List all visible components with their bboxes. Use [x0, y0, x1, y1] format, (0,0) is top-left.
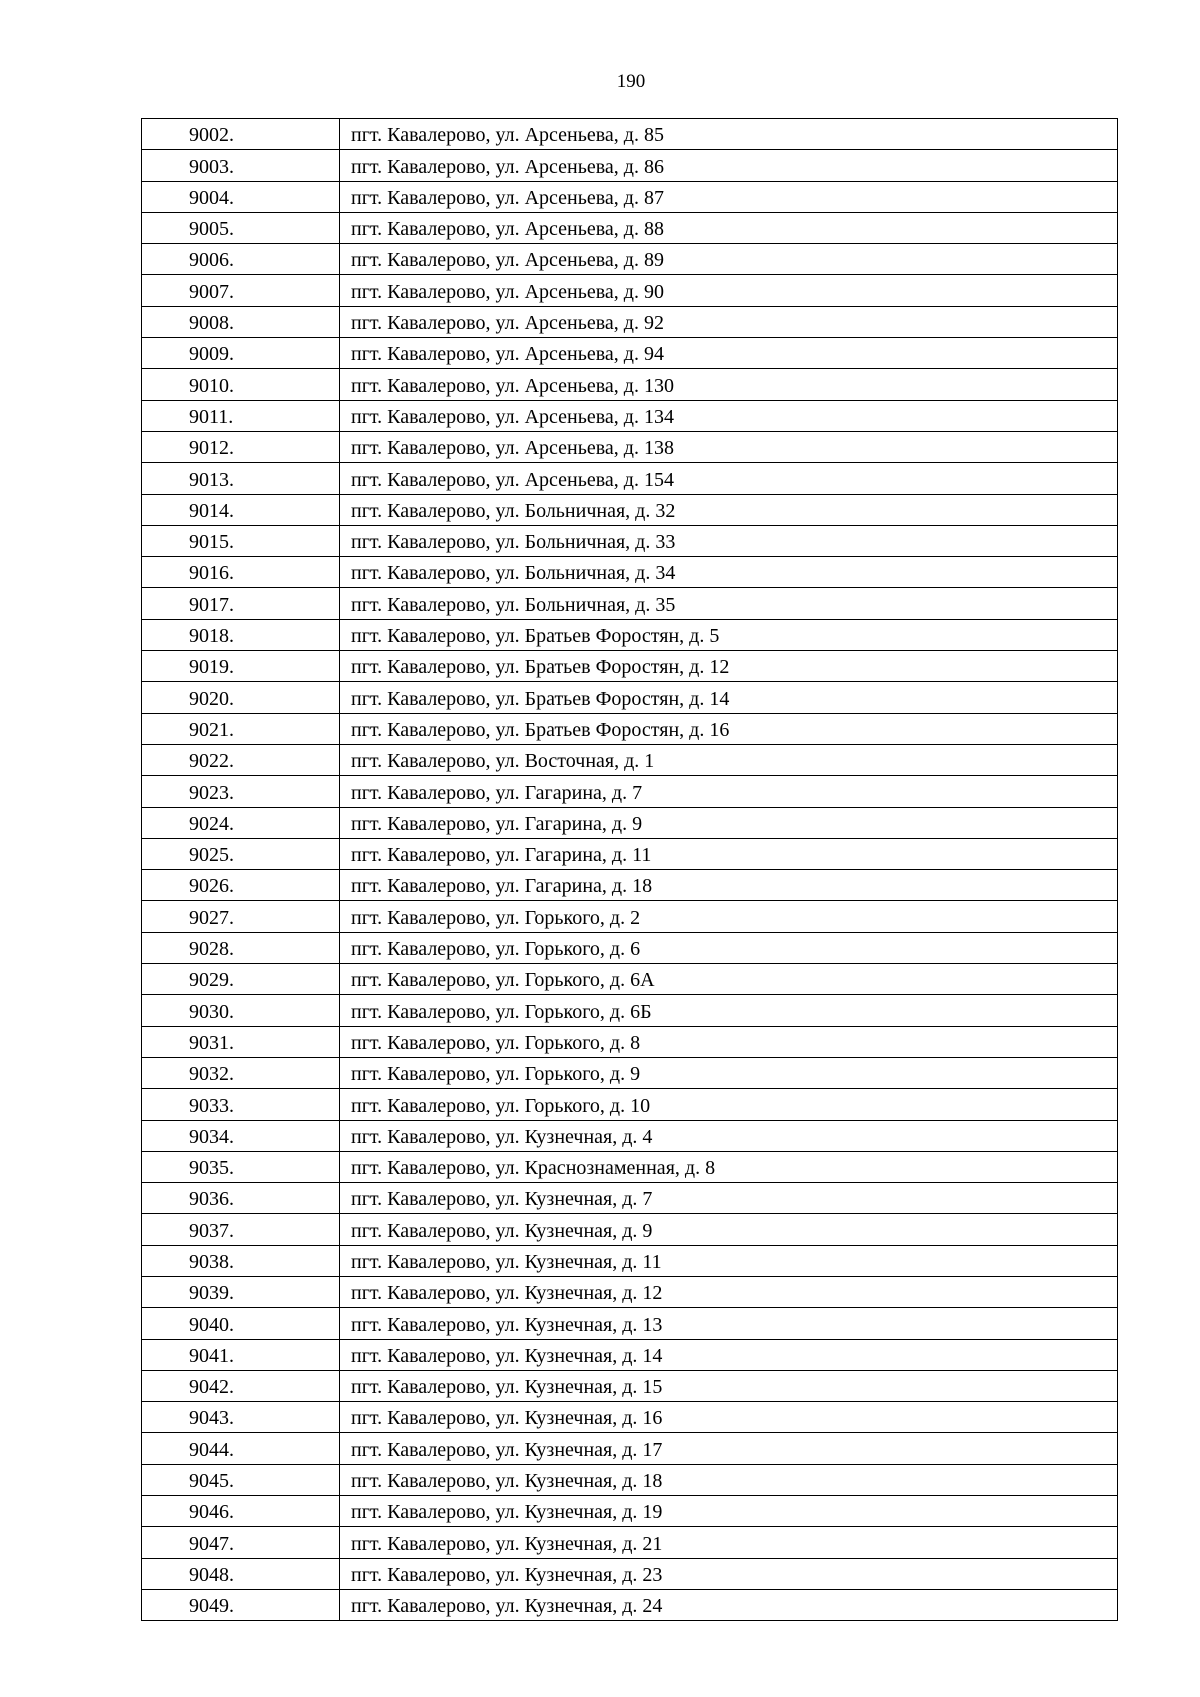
address-cell: [340, 1402, 1118, 1433]
address-cell: [340, 181, 1118, 212]
address-cell: [340, 1370, 1118, 1401]
address-text: пгт. Кавалерово, ул. Кузнечная, д. 23: [351, 1563, 663, 1586]
address-cell: [340, 1089, 1118, 1120]
table-row: [142, 1183, 1118, 1214]
row-number-cell: [142, 1433, 340, 1464]
row-number: 9038.: [189, 1250, 234, 1273]
address-cell: [340, 338, 1118, 369]
address-text: пгт. Кавалерово, ул. Братьев Форостян, д. 12: [351, 656, 730, 679]
row-number-cell: [142, 400, 340, 431]
row-number: 9041.: [189, 1344, 234, 1367]
row-number: 9008.: [189, 312, 234, 335]
address-cell: [340, 119, 1118, 150]
table-row: [142, 619, 1118, 650]
row-number-cell: [142, 964, 340, 995]
row-number: 9032.: [189, 1063, 234, 1086]
row-number: 9040.: [189, 1313, 234, 1336]
address-cell: [340, 1026, 1118, 1057]
address-text: пгт. Кавалерово, ул. Арсеньева, д. 154: [351, 468, 674, 491]
address-text: пгт. Кавалерово, ул. Арсеньева, д. 138: [351, 437, 674, 460]
row-number: 9018.: [189, 625, 234, 648]
row-number-cell: [142, 901, 340, 932]
row-number-cell: [142, 1464, 340, 1495]
row-number-cell: [142, 150, 340, 181]
row-number: 9035.: [189, 1157, 234, 1180]
address-cell: [340, 1558, 1118, 1589]
address-text: пгт. Кавалерово, ул. Кузнечная, д. 15: [351, 1376, 663, 1399]
address-cell: [340, 1527, 1118, 1558]
address-text: пгт. Кавалерово, ул. Кузнечная, д. 18: [351, 1470, 663, 1493]
address-cell: [340, 682, 1118, 713]
address-text: пгт. Кавалерово, ул. Горького, д. 2: [351, 906, 641, 929]
table-row: [142, 838, 1118, 869]
address-cell: [340, 619, 1118, 650]
address-text: пгт. Кавалерово, ул. Арсеньева, д. 130: [351, 374, 674, 397]
address-cell: [340, 1339, 1118, 1370]
address-text: пгт. Кавалерово, ул. Арсеньева, д. 86: [351, 155, 664, 178]
address-text: пгт. Кавалерово, ул. Кузнечная, д. 17: [351, 1438, 663, 1461]
address-cell: [340, 744, 1118, 775]
table-row: [142, 431, 1118, 462]
row-number: 9028.: [189, 938, 234, 961]
row-number-cell: [142, 1370, 340, 1401]
row-number: 9004.: [189, 186, 234, 209]
address-text: пгт. Кавалерово, ул. Гагарина, д. 9: [351, 812, 643, 835]
table-row: [142, 150, 1118, 181]
table-row: [142, 212, 1118, 243]
address-cell: [340, 306, 1118, 337]
row-number-cell: [142, 463, 340, 494]
table-row: [142, 1527, 1118, 1558]
row-number-cell: [142, 713, 340, 744]
row-number-cell: [142, 1589, 340, 1620]
row-number: 9016.: [189, 562, 234, 585]
table-row: [142, 525, 1118, 556]
address-cell: [340, 494, 1118, 525]
row-number-cell: [142, 1089, 340, 1120]
address-text: пгт. Кавалерово, ул. Арсеньева, д. 134: [351, 405, 674, 428]
row-number: 9029.: [189, 969, 234, 992]
row-number-cell: [142, 682, 340, 713]
row-number: 9030.: [189, 1000, 234, 1023]
row-number-cell: [142, 1214, 340, 1245]
address-table: [141, 118, 1118, 1621]
address-text: пгт. Кавалерово, ул. Братьев Форостян, д. 5: [351, 625, 720, 648]
table-row: [142, 369, 1118, 400]
row-number-cell: [142, 932, 340, 963]
row-number: 9037.: [189, 1219, 234, 1242]
address-cell: [340, 1120, 1118, 1151]
row-number-cell: [142, 1308, 340, 1339]
row-number: 9023.: [189, 781, 234, 804]
row-number: 9011.: [189, 405, 234, 428]
address-text: пгт. Кавалерово, ул. Кузнечная, д. 24: [351, 1595, 663, 1618]
address-cell: [340, 1433, 1118, 1464]
row-number: 9047.: [189, 1532, 234, 1555]
row-number: 9026.: [189, 875, 234, 898]
address-text: пгт. Кавалерово, ул. Кузнечная, д. 13: [351, 1313, 663, 1336]
row-number-cell: [142, 338, 340, 369]
table-row: [142, 181, 1118, 212]
row-number: 9007.: [189, 280, 234, 303]
table-row: [142, 870, 1118, 901]
row-number-cell: [142, 306, 340, 337]
row-number: 9013.: [189, 468, 234, 491]
row-number: 9025.: [189, 844, 234, 867]
address-text: пгт. Кавалерово, ул. Горького, д. 6Б: [351, 1000, 652, 1023]
address-text: пгт. Кавалерово, ул. Кузнечная, д. 9: [351, 1219, 653, 1242]
row-number-cell: [142, 1245, 340, 1276]
address-text: пгт. Кавалерово, ул. Арсеньева, д. 90: [351, 280, 664, 303]
row-number-cell: [142, 244, 340, 275]
address-cell: [340, 1214, 1118, 1245]
address-cell: [340, 1276, 1118, 1307]
table-row: [142, 1558, 1118, 1589]
row-number: 9044.: [189, 1438, 234, 1461]
address-cell: [340, 713, 1118, 744]
row-number: 9024.: [189, 812, 234, 835]
table-row: [142, 1370, 1118, 1401]
row-number: 9036.: [189, 1188, 234, 1211]
address-text: пгт. Кавалерово, ул. Братьев Форостян, д. 16: [351, 718, 730, 741]
row-number: 9046.: [189, 1501, 234, 1524]
table-row: [142, 1057, 1118, 1088]
row-number: 9048.: [189, 1563, 234, 1586]
row-number: 9022.: [189, 750, 234, 773]
address-text: пгт. Кавалерово, ул. Кузнечная, д. 4: [351, 1125, 653, 1148]
address-cell: [340, 1151, 1118, 1182]
row-number-cell: [142, 1151, 340, 1182]
table-row: [142, 119, 1118, 150]
table-row: [142, 744, 1118, 775]
row-number: 9027.: [189, 906, 234, 929]
table-row: [142, 995, 1118, 1026]
address-text: пгт. Кавалерово, ул. Горького, д. 6А: [351, 969, 655, 992]
row-number: 9034.: [189, 1125, 234, 1148]
address-cell: [340, 244, 1118, 275]
address-text: пгт. Кавалерово, ул. Краснознаменная, д. 8: [351, 1157, 716, 1180]
row-number: 9049.: [189, 1595, 234, 1618]
row-number: 9017.: [189, 593, 234, 616]
address-text: пгт. Кавалерово, ул. Восточная, д. 1: [351, 750, 655, 773]
address-cell: [340, 1589, 1118, 1620]
table-row: [142, 306, 1118, 337]
table-row: [142, 1089, 1118, 1120]
table-row: [142, 1433, 1118, 1464]
address-text: пгт. Кавалерово, ул. Горького, д. 8: [351, 1031, 641, 1054]
table-row: [142, 1496, 1118, 1527]
address-text: пгт. Кавалерово, ул. Кузнечная, д. 12: [351, 1282, 663, 1305]
address-text: пгт. Кавалерово, ул. Больничная, д. 34: [351, 562, 676, 585]
row-number-cell: [142, 619, 340, 650]
row-number: 9019.: [189, 656, 234, 679]
row-number-cell: [142, 1276, 340, 1307]
row-number-cell: [142, 1339, 340, 1370]
table-row: [142, 1589, 1118, 1620]
table-row: [142, 1151, 1118, 1182]
address-cell: [340, 807, 1118, 838]
row-number-cell: [142, 275, 340, 306]
table-row: [142, 244, 1118, 275]
row-number-cell: [142, 1527, 340, 1558]
row-number-cell: [142, 870, 340, 901]
address-cell: [340, 525, 1118, 556]
table-row: [142, 1276, 1118, 1307]
table-row: [142, 1308, 1118, 1339]
row-number: 9042.: [189, 1376, 234, 1399]
row-number-cell: [142, 1496, 340, 1527]
address-text: пгт. Кавалерово, ул. Братьев Форостян, д. 14: [351, 687, 730, 710]
table-row: [142, 682, 1118, 713]
row-number: 9015.: [189, 531, 234, 554]
table-row: [142, 964, 1118, 995]
address-cell: [340, 463, 1118, 494]
address-cell: [340, 1183, 1118, 1214]
row-number-cell: [142, 181, 340, 212]
address-cell: [340, 1057, 1118, 1088]
address-cell: [340, 776, 1118, 807]
row-number: 9045.: [189, 1470, 234, 1493]
row-number-cell: [142, 212, 340, 243]
table-body: [142, 119, 1118, 1621]
table-row: [142, 807, 1118, 838]
address-cell: [340, 870, 1118, 901]
address-text: пгт. Кавалерово, ул. Больничная, д. 35: [351, 593, 676, 616]
address-text: пгт. Кавалерово, ул. Больничная, д. 33: [351, 531, 676, 554]
address-cell: [340, 369, 1118, 400]
address-cell: [340, 400, 1118, 431]
row-number-cell: [142, 369, 340, 400]
row-number: 9020.: [189, 687, 234, 710]
address-cell: [340, 431, 1118, 462]
row-number: 9014.: [189, 499, 234, 522]
row-number-cell: [142, 1558, 340, 1589]
row-number-cell: [142, 588, 340, 619]
table-row: [142, 932, 1118, 963]
table-row: [142, 463, 1118, 494]
address-cell: [340, 557, 1118, 588]
address-text: пгт. Кавалерово, ул. Арсеньева, д. 94: [351, 343, 664, 366]
row-number-cell: [142, 525, 340, 556]
address-text: пгт. Кавалерово, ул. Арсеньева, д. 87: [351, 186, 664, 209]
row-number-cell: [142, 557, 340, 588]
address-cell: [340, 150, 1118, 181]
address-text: пгт. Кавалерово, ул. Арсеньева, д. 89: [351, 249, 664, 272]
address-text: пгт. Кавалерово, ул. Арсеньева, д. 85: [351, 124, 664, 147]
row-number-cell: [142, 1026, 340, 1057]
address-text: пгт. Кавалерово, ул. Горького, д. 6: [351, 938, 641, 961]
table-row: [142, 1245, 1118, 1276]
row-number-cell: [142, 1120, 340, 1151]
row-number: 9039.: [189, 1282, 234, 1305]
table-row: [142, 275, 1118, 306]
address-cell: [340, 964, 1118, 995]
address-cell: [340, 275, 1118, 306]
table-row: [142, 400, 1118, 431]
table-row: [142, 901, 1118, 932]
row-number-cell: [142, 776, 340, 807]
row-number: 9033.: [189, 1094, 234, 1117]
address-text: пгт. Кавалерово, ул. Гагарина, д. 18: [351, 875, 653, 898]
address-cell: [340, 995, 1118, 1026]
row-number: 9003.: [189, 155, 234, 178]
address-text: пгт. Кавалерово, ул. Кузнечная, д. 14: [351, 1344, 663, 1367]
row-number: 9005.: [189, 218, 234, 241]
address-text: пгт. Кавалерово, ул. Кузнечная, д. 19: [351, 1501, 663, 1524]
address-text: пгт. Кавалерово, ул. Гагарина, д. 7: [351, 781, 643, 804]
address-text: пгт. Кавалерово, ул. Арсеньева, д. 92: [351, 312, 664, 335]
row-number-cell: [142, 119, 340, 150]
table-row: [142, 713, 1118, 744]
address-cell: [340, 1464, 1118, 1495]
address-text: пгт. Кавалерово, ул. Кузнечная, д. 16: [351, 1407, 663, 1430]
row-number: 9021.: [189, 718, 234, 741]
table-row: [142, 1402, 1118, 1433]
address-text: пгт. Кавалерово, ул. Арсеньева, д. 88: [351, 218, 664, 241]
table-row: [142, 1026, 1118, 1057]
row-number-cell: [142, 995, 340, 1026]
address-cell: [340, 1245, 1118, 1276]
table-row: [142, 494, 1118, 525]
row-number: 9010.: [189, 374, 234, 397]
row-number: 9031.: [189, 1031, 234, 1054]
address-cell: [340, 212, 1118, 243]
address-text: пгт. Кавалерово, ул. Кузнечная, д. 11: [351, 1250, 662, 1273]
address-text: пгт. Кавалерово, ул. Кузнечная, д. 7: [351, 1188, 653, 1211]
address-text: пгт. Кавалерово, ул. Больничная, д. 32: [351, 499, 676, 522]
row-number: 9002.: [189, 124, 234, 147]
table-row: [142, 338, 1118, 369]
address-cell: [340, 901, 1118, 932]
row-number: 9043.: [189, 1407, 234, 1430]
row-number-cell: [142, 1402, 340, 1433]
address-cell: [340, 651, 1118, 682]
table-row: [142, 1339, 1118, 1370]
row-number-cell: [142, 1057, 340, 1088]
table-row: [142, 588, 1118, 619]
address-text: пгт. Кавалерово, ул. Горького, д. 10: [351, 1094, 651, 1117]
table-row: [142, 557, 1118, 588]
row-number-cell: [142, 494, 340, 525]
row-number-cell: [142, 651, 340, 682]
table-row: [142, 1214, 1118, 1245]
address-text: пгт. Кавалерово, ул. Гагарина, д. 11: [351, 844, 652, 867]
address-cell: [340, 1308, 1118, 1339]
row-number-cell: [142, 807, 340, 838]
row-number-cell: [142, 744, 340, 775]
row-number-cell: [142, 431, 340, 462]
row-number-cell: [142, 1183, 340, 1214]
address-cell: [340, 932, 1118, 963]
address-text: пгт. Кавалерово, ул. Горького, д. 9: [351, 1063, 641, 1086]
address-cell: [340, 838, 1118, 869]
address-text: пгт. Кавалерово, ул. Кузнечная, д. 21: [351, 1532, 663, 1555]
row-number: 9009.: [189, 343, 234, 366]
row-number: 9006.: [189, 249, 234, 272]
table-row: [142, 1464, 1118, 1495]
table-row: [142, 776, 1118, 807]
row-number-cell: [142, 838, 340, 869]
table-row: [142, 651, 1118, 682]
row-number: 9012.: [189, 437, 234, 460]
page-number: 190: [616, 71, 646, 92]
address-cell: [340, 1496, 1118, 1527]
table-row: [142, 1120, 1118, 1151]
address-cell: [340, 588, 1118, 619]
